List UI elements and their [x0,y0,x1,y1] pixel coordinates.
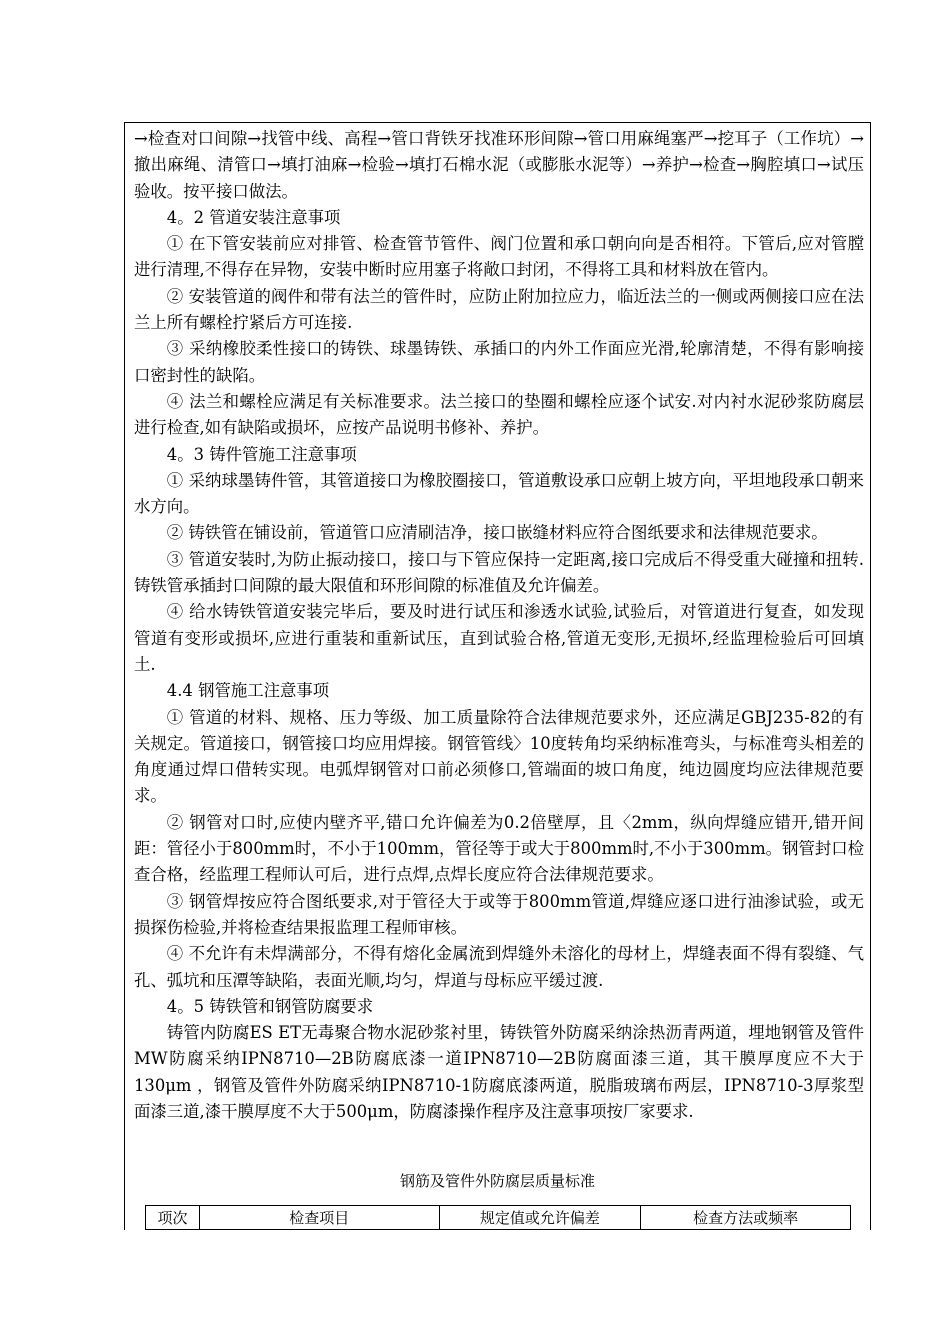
header-check-method: 检查方法或频率 [641,1206,851,1230]
paragraph: ② 安装管道的阀件和带有法兰的管件时，应防止附加拉应力，临近法兰的一侧或两侧接口应在法兰上所有螺栓拧紧后方可连接. [134,286,864,333]
paragraph: ① 在下管安装前应对排管、检查管节管件、阀门位置和承口朝向向是否相符。下管后,应对管膛进行清理,不得存在异物，安装中断时应用塞子将敞口封闭，不得将工具和材料放在管内。 [134,234,864,280]
table-header-row [146,1206,851,1230]
paragraph: ① 管道的材料、规格、压力等级、加工质量除符合法律规范要求外，还应满足GBJ235-82的有关规定。管道接口，钢管接口均应用焊接。钢管管线〉10度转角均采纳标准弯头，与标准弯头相差的角度通过焊口借转实现。电弧焊钢管对口前必须修口,管端面的坡口角度，纯边圆度均应法律规范要求。 [134,707,864,806]
paragraph: →检查对口间隙→找管中线、高程→管口背铁牙找准环形间隙→管口用麻绳塞严→挖耳子（工作坑）→撤出麻绳、清管口→填打油麻→检验→填打石棉水泥（或膨胀水泥等）→养护→检查→胸腔填口→试压验收。按平接口做法。 [134,129,864,201]
paragraph: ② 铸铁管在铺设前，管道管口应清刷洁净，接口嵌缝材料应符合图纸要求和法律规范要求。 [166,523,828,543]
paragraph: ④ 给水铸铁管道安装完毕后，要及时进行试压和渗透水试验,试验后，对管道进行复查，如发现管道有变形或损坏,应进行重装和重新试压，直到试验合格,管道无变形,无损坏,经监理检验后可回填土. [134,602,864,674]
paragraph: ③ 采纳橡胶柔性接口的铸铁、球墨铸铁、承插口的内外工作面应光滑,轮廓清楚，不得有影响接口密封性的缺陷。 [134,339,864,385]
paragraph: ④ 不允许有未焊满部分，不得有熔化金属流到焊缝外未溶化的母材上，焊缝表面不得有裂缝、气孔、弧坑和压潭等缺陷，表面光顺,均匀，焊道与母标应平缓过渡. [134,944,864,990]
document-body [134,126,864,1125]
paragraph: 4。3 铸件管施工注意事项 [166,444,357,464]
header-item-no: 项次 [146,1206,200,1230]
header-check-item: 检查项目 [199,1206,439,1230]
paragraph: 4。5 铸铁管和钢管防腐要求 [166,996,374,1016]
paragraph: 4.4 钢管施工注意事项 [166,681,330,701]
paragraph: 4。2 管道安装注意事项 [166,207,341,227]
paragraph: ④ 法兰和螺栓应满足有关标准要求。法兰接口的垫圈和螺栓应逐个试安.对内衬水泥砂浆防腐层进行检查,如有缺陷或损坏，应按产品说明书修补、养护。 [134,391,864,438]
paragraph: 铸管内防腐ES ET无毒聚合物水泥砂浆衬里，铸铁管外防腐采纳涂热沥青两道，埋地钢管及管件MW防腐采纳IPN8710—2B防腐底漆一道IPN8710—2B防腐面漆三道，其干膜厚度应不大于130μm ，钢管及管件外防腐采纳IPN8710-1防腐底漆两道，脱脂玻璃布两层，IPN8710-3厚浆型面漆三道,漆干膜厚度不大于500μm，防腐漆操作程序及注意事项按厂家要求. [134,1023,864,1121]
paragraph: ① 采纳球墨铸件管，其管道接口为橡胶圈接口，管道敷设承口应朝上坡方向，平坦地段承口朝来水方向。 [134,470,864,517]
paragraph: ③ 管道安装时,为防止振动接口，接口与下管应保持一定距离,接口完成后不得受重大碰撞和扭转.铸铁管承插封口间隙的最大限值和环形间隙的标准值及允许偏差。 [134,549,864,596]
paragraph: ③ 钢管焊按应符合图纸要求,对于管径大于或等于800mm管道,焊缝应逐口进行油渗试验，或无损探伤检验,并将检查结果报监理工程师审核。 [134,891,864,937]
header-tolerance: 规定值或允许偏差 [439,1206,641,1230]
table-title: 钢筋及管件外防腐层质量标准 [399,1172,595,1190]
paragraph: ② 钢管对口时,应使内壁齐平,错口允许偏差为0.2倍壁厚，且〈2mm，纵向焊缝应错开,错开间距：管径小于800mm时，不小于100mm，管径等于或大于800mm时,不小于300mm。钢管封口检查合格，经监理工程师认可后，进行点焊,点焊长度应符合法律规范要求。 [134,812,865,885]
quality-standard-table [145,1205,851,1230]
